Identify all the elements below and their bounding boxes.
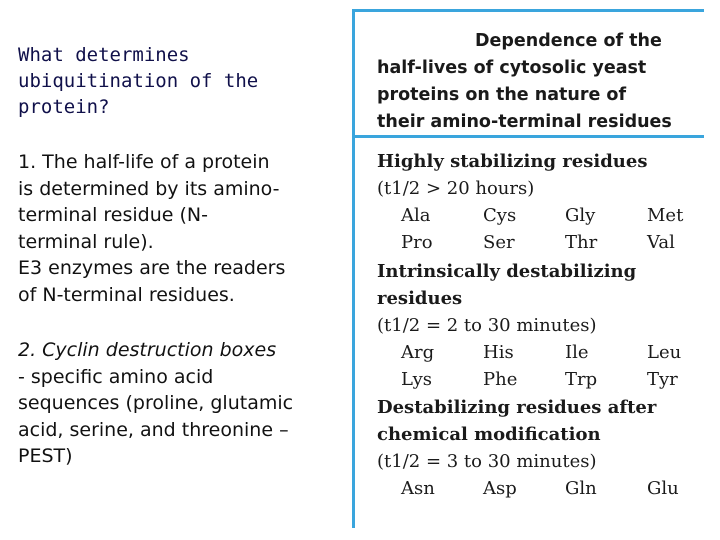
question-line: What determines: [18, 44, 190, 66]
point-2-paragraph: [18, 337, 348, 470]
residue-row: [377, 202, 707, 229]
half-life-range: (t1/2 = 3 to 30 minutes): [377, 451, 597, 472]
figure-title-line: Dependence of the: [475, 31, 662, 51]
point-1-line: of N-terminal residues.: [18, 283, 235, 306]
point-2-line: acid, serine, and threonine –: [18, 418, 289, 441]
residue-cell: His: [483, 342, 514, 363]
point-1-paragraph: [18, 149, 348, 308]
point-1-line: is determined by its amino-: [18, 177, 280, 200]
residue-row: [377, 339, 707, 366]
point-2-line: - specific amino acid: [18, 365, 214, 388]
residue-cell: Phe: [483, 369, 518, 390]
question-line: ubiquitination of the: [18, 70, 259, 92]
group-heading: residues: [377, 288, 463, 309]
figure-title-line: their amino-terminal residues: [377, 112, 672, 132]
residue-cell: Cys: [483, 205, 517, 226]
point-1-line: terminal residue (N-: [18, 204, 208, 226]
question-heading: [18, 42, 318, 120]
residue-group-destabilizing-after-modification: [377, 394, 707, 502]
residue-row: [377, 366, 707, 393]
figure-title-box: [355, 12, 704, 138]
point-1-line: terminal rule).: [18, 230, 154, 253]
residue-cell: Asp: [483, 478, 517, 499]
residue-cell: Ser: [483, 232, 515, 253]
residue-cell: Asn: [401, 478, 435, 499]
residue-cell: Leu: [647, 342, 682, 363]
point-2-line: 2. Cyclin destruction boxes: [18, 339, 277, 361]
residue-group-intrinsically-destabilizing: [377, 258, 707, 393]
residue-cell: Tyr: [647, 369, 678, 390]
point-1-line: 1. The half-life of a protein: [18, 151, 270, 173]
residue-row: [377, 475, 707, 502]
residue-cell: Val: [647, 232, 675, 253]
point-1-line: E3 enzymes are the readers: [18, 257, 286, 279]
group-heading: Highly stabilizing residues: [377, 151, 648, 172]
group-heading: chemical modification: [377, 424, 601, 445]
residue-cell: Gly: [565, 205, 596, 226]
residue-cell: Lys: [401, 369, 433, 390]
residue-cell: Ala: [401, 205, 431, 226]
residue-cell: Ile: [565, 342, 589, 363]
residue-cell: Met: [647, 205, 684, 226]
residue-cell: Glu: [647, 478, 679, 499]
residue-row: [377, 229, 707, 256]
half-life-range: (t1/2 > 20 hours): [377, 178, 535, 199]
point-2-line: sequences (proline, glutamic: [18, 392, 294, 414]
residue-cell: Thr: [565, 232, 598, 253]
group-heading: Intrinsically destabilizing: [377, 261, 637, 282]
figure-title-line: half-lives of cytosolic yeast: [377, 58, 647, 78]
half-life-range: (t1/2 = 2 to 30 minutes): [377, 315, 597, 336]
residue-cell: Trp: [565, 369, 598, 390]
residue-group-highly-stabilizing: [377, 148, 707, 256]
question-line: protein?: [18, 96, 110, 118]
residue-cell: Gln: [565, 478, 597, 499]
residue-cell: Pro: [401, 232, 433, 253]
figure-title-line: proteins on the nature of: [377, 85, 627, 105]
half-life-figure: [352, 9, 704, 528]
residue-cell: Arg: [401, 342, 435, 363]
group-heading: Destabilizing residues after: [377, 397, 657, 418]
point-2-line: PEST): [18, 445, 73, 467]
figure-title: [377, 28, 697, 136]
